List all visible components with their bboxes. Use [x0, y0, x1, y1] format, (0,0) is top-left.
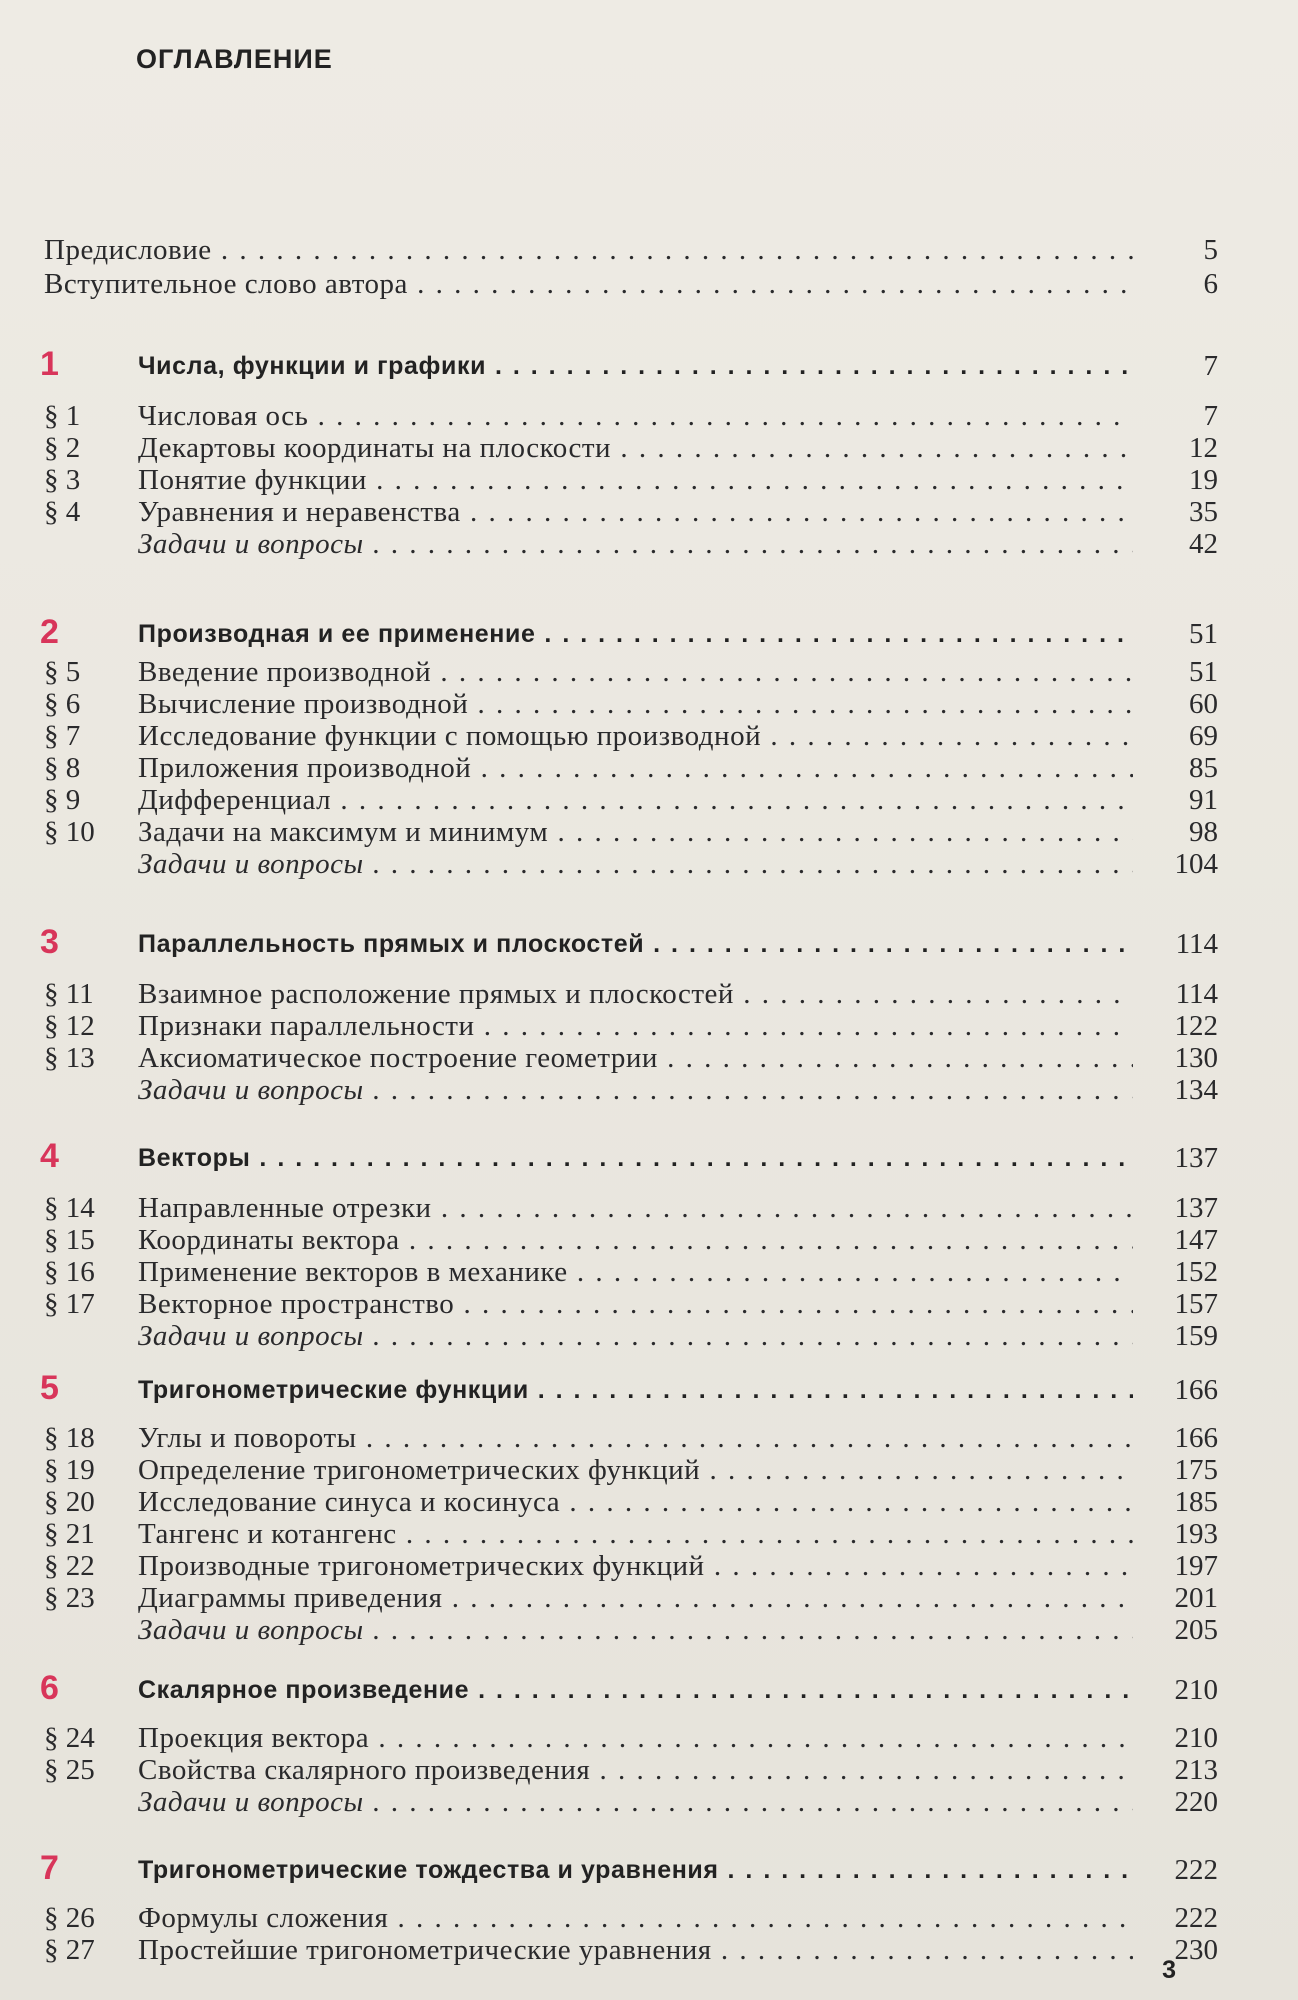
chapter-heading [0, 1849, 1298, 1888]
section-number: § 23 [44, 1582, 95, 1614]
section-page: 166 [1174, 1422, 1218, 1454]
section-page: 42 [1189, 528, 1218, 560]
toc-entry-preface [0, 232, 1298, 268]
toc-entry-section [0, 1900, 1298, 1936]
section-page: 152 [1174, 1256, 1218, 1288]
section-page: 210 [1174, 1722, 1218, 1754]
chapter-page: 51 [1189, 618, 1218, 650]
chapter-number: 6 [40, 1669, 59, 1707]
chapter-title: Скалярное произведение . . [138, 1672, 1133, 1708]
section-label: Применение векторов в механике . . [138, 1254, 1133, 1290]
section-page: 205 [1174, 1614, 1218, 1646]
section-number: § 12 [44, 1010, 95, 1042]
section-number: § 6 [44, 688, 81, 720]
section-label: Определение тригонометрических функций . . [138, 1452, 1133, 1488]
section-page: 114 [1175, 978, 1218, 1010]
section-page: 51 [1189, 656, 1218, 688]
section-label: Исследование функции с помощью производной . . [138, 718, 1133, 754]
section-label: Задачи и вопросы . . [138, 1612, 1133, 1648]
section-number: § 14 [44, 1192, 95, 1224]
section-label: Задачи и вопросы . . [138, 1318, 1133, 1354]
toc-entry-page: 5 [1203, 234, 1218, 266]
section-number: § 22 [44, 1550, 95, 1582]
section-label: Числовая ось . . [138, 398, 1133, 434]
section-label: Введение производной . . [138, 654, 1133, 690]
section-number: § 24 [44, 1722, 95, 1754]
section-page: 12 [1189, 432, 1218, 464]
section-label: Углы и повороты . . [138, 1420, 1133, 1456]
chapter-number: 7 [40, 1849, 59, 1887]
section-number: § 25 [44, 1754, 95, 1786]
section-label: Свойства скалярного произведения . . [138, 1752, 1133, 1788]
page-number: 3 [1162, 1956, 1176, 1984]
section-number: § 11 [44, 978, 94, 1010]
section-page: 157 [1174, 1288, 1218, 1320]
section-number: § 18 [44, 1422, 95, 1454]
section-page: 7 [1203, 400, 1218, 432]
toc-entry-section [0, 654, 1298, 690]
section-page: 230 [1174, 1934, 1218, 1966]
section-label: Координаты вектора . . [138, 1222, 1133, 1258]
chapter-title: Числа, функции и графики . . [138, 348, 1133, 384]
chapter-page: 166 [1174, 1374, 1218, 1406]
section-page: 137 [1174, 1192, 1218, 1224]
toc-entry-exercises [0, 1072, 1298, 1108]
toc-entry-page: 6 [1203, 268, 1218, 300]
section-page: 201 [1174, 1582, 1218, 1614]
section-number: § 17 [44, 1288, 95, 1320]
section-number: § 27 [44, 1934, 95, 1966]
section-page: 222 [1174, 1902, 1218, 1934]
section-page: 220 [1174, 1786, 1218, 1818]
chapter-heading [0, 1137, 1298, 1176]
section-label: Диаграммы приведения . . [138, 1580, 1133, 1616]
toc-entry-exercises [0, 846, 1298, 882]
section-number: § 5 [44, 656, 81, 688]
chapter-heading [0, 1669, 1298, 1708]
toc-entry-section [0, 1420, 1298, 1456]
chapter-page: 210 [1174, 1674, 1218, 1706]
toc-entry-author-intro [0, 266, 1298, 302]
section-page: 147 [1174, 1224, 1218, 1256]
chapter-title: Векторы . . [138, 1140, 1133, 1176]
section-page: 19 [1189, 464, 1218, 496]
toc-entry-section [0, 976, 1298, 1012]
section-label: Вычисление производной . . [138, 686, 1133, 722]
toc-entry-label: Предисловие . . [44, 232, 1133, 268]
section-label: Признаки параллельности . . [138, 1008, 1133, 1044]
section-number: § 20 [44, 1486, 95, 1518]
toc-entry-section [0, 1580, 1298, 1616]
chapter-number: 3 [40, 923, 59, 961]
toc-entry-section [0, 782, 1298, 818]
section-number: § 13 [44, 1042, 95, 1074]
section-page: 197 [1174, 1550, 1218, 1582]
section-number: § 16 [44, 1256, 95, 1288]
toc-entry-section [0, 1484, 1298, 1520]
chapter-number: 4 [40, 1137, 59, 1175]
chapter-page: 114 [1175, 928, 1218, 960]
section-number: § 8 [44, 752, 81, 784]
section-label: Аксиоматическое построение геометрии . . [138, 1040, 1133, 1076]
section-number: § 7 [44, 720, 81, 752]
chapter-title: Тригонометрические функции . . [138, 1372, 1133, 1408]
toc-entry-section [0, 1040, 1298, 1076]
chapter-heading [0, 345, 1298, 384]
section-label: Тангенс и котангенс . . [138, 1516, 1133, 1552]
section-label: Направленные отрезки . . [138, 1190, 1133, 1226]
section-number: § 2 [44, 432, 81, 464]
chapter-number: 5 [40, 1369, 59, 1407]
chapter-page: 7 [1203, 350, 1218, 382]
toc-entry-section [0, 750, 1298, 786]
section-page: 69 [1189, 720, 1218, 752]
toc-entry-section [0, 1008, 1298, 1044]
section-label: Производные тригонометрических функций . . [138, 1548, 1133, 1584]
section-label: Взаимное расположение прямых и плоскостей . . [138, 976, 1133, 1012]
section-page: 175 [1174, 1454, 1218, 1486]
section-number: § 4 [44, 496, 81, 528]
section-label: Задачи и вопросы . . [138, 526, 1133, 562]
toc-entry-section [0, 430, 1298, 466]
toc-entry-section [0, 1548, 1298, 1584]
section-page: 134 [1174, 1074, 1218, 1106]
toc-entry-section [0, 462, 1298, 498]
section-page: 130 [1174, 1042, 1218, 1074]
page-title: ОГЛАВЛЕНИЕ [136, 44, 333, 74]
chapter-number: 2 [40, 613, 59, 651]
section-number: § 15 [44, 1224, 95, 1256]
section-page: 159 [1174, 1320, 1218, 1352]
toc-entry-exercises [0, 1784, 1298, 1820]
section-number: § 1 [44, 400, 81, 432]
section-label: Проекция вектора . . [138, 1720, 1133, 1756]
toc-entry-section [0, 1516, 1298, 1552]
toc-entry-exercises [0, 1318, 1298, 1354]
toc-entry-section [0, 494, 1298, 530]
section-number: § 10 [44, 816, 95, 848]
chapter-page: 137 [1174, 1142, 1218, 1174]
section-number: § 3 [44, 464, 81, 496]
section-label: Простейшие тригонометрические уравнения . . [138, 1932, 1133, 1968]
toc-entry-section [0, 1932, 1298, 1968]
section-number: § 26 [44, 1902, 95, 1934]
section-label: Исследование синуса и косинуса . . [138, 1484, 1133, 1520]
section-label: Задачи и вопросы . . [138, 846, 1133, 882]
section-label: Формулы сложения . . [138, 1900, 1133, 1936]
section-page: 91 [1189, 784, 1218, 816]
chapter-title: Параллельность прямых и плоскостей . . [138, 926, 1133, 962]
section-page: 85 [1189, 752, 1218, 784]
toc-entry-section [0, 686, 1298, 722]
section-page: 213 [1174, 1754, 1218, 1786]
section-label: Задачи и вопросы . . [138, 1072, 1133, 1108]
section-page: 122 [1174, 1010, 1218, 1042]
toc-entry-section [0, 1222, 1298, 1258]
toc-entry-section [0, 1720, 1298, 1756]
toc-entry-exercises [0, 526, 1298, 562]
chapter-page: 222 [1174, 1854, 1218, 1886]
section-label: Уравнения и неравенства . . [138, 494, 1133, 530]
chapter-number: 1 [40, 345, 59, 383]
chapter-title: Тригонометрические тождества и уравнения . . [138, 1852, 1133, 1888]
section-page: 185 [1174, 1486, 1218, 1518]
section-label: Понятие функции . . [138, 462, 1133, 498]
toc-entry-section [0, 1254, 1298, 1290]
section-page: 193 [1174, 1518, 1218, 1550]
toc-entry-section [0, 718, 1298, 754]
chapter-title: Производная и ее применение . . [138, 616, 1133, 652]
toc-entry-section [0, 1286, 1298, 1322]
section-page: 35 [1189, 496, 1218, 528]
section-number: § 21 [44, 1518, 95, 1550]
section-number: § 19 [44, 1454, 95, 1486]
section-number: § 9 [44, 784, 81, 816]
section-label: Задачи и вопросы . . [138, 1784, 1133, 1820]
toc-entry-label: Вступительное слово автора . . [44, 266, 1133, 302]
section-label: Векторное пространство . . [138, 1286, 1133, 1322]
chapter-heading [0, 923, 1298, 962]
toc-entry-section [0, 1452, 1298, 1488]
section-label: Приложения производной . . [138, 750, 1133, 786]
toc-entry-section [0, 814, 1298, 850]
toc-entry-section [0, 1752, 1298, 1788]
section-label: Дифференциал . . [138, 782, 1133, 818]
toc-entry-section [0, 398, 1298, 434]
section-label: Задачи на максимум и минимум . . [138, 814, 1133, 850]
section-label: Декартовы координаты на плоскости . . [138, 430, 1133, 466]
toc-entry-exercises [0, 1612, 1298, 1648]
toc-entry-section [0, 1190, 1298, 1226]
section-page: 98 [1189, 816, 1218, 848]
section-page: 60 [1189, 688, 1218, 720]
chapter-heading [0, 613, 1298, 652]
chapter-heading [0, 1369, 1298, 1408]
section-page: 104 [1174, 848, 1218, 880]
